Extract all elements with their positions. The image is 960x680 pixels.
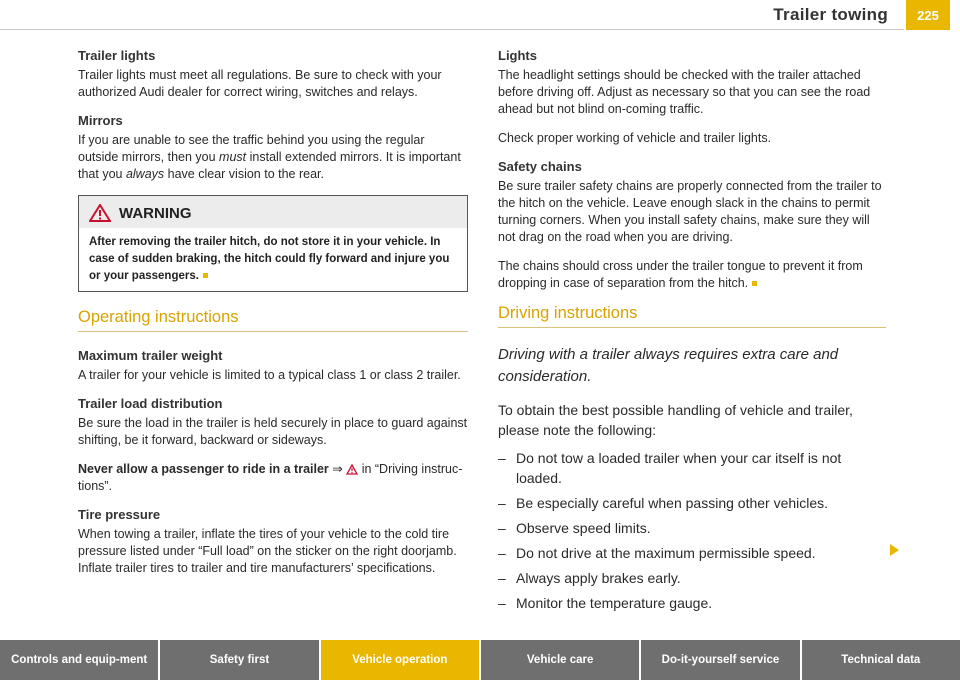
right-column bbox=[498, 48, 886, 618]
warning-text bbox=[79, 228, 467, 291]
warning-title: WARNING bbox=[119, 204, 192, 222]
driving-instructions-title: Driving instructions bbox=[498, 304, 886, 328]
lights-heading: Lights bbox=[498, 48, 537, 63]
passenger-warning-bold: Never allow a passenger to ride in a trailer bbox=[78, 462, 329, 476]
mirrors-heading: Mirrors bbox=[78, 113, 123, 128]
passenger-warning-text bbox=[78, 461, 468, 495]
tire-pressure-text: When towing a trailer, inflate the tires of your vehicle to the cold tire pressure listed under “Full load” on the sticker on the right doorjamb. Inflate trailer tires to trailer and tire manufacturers’ specifications. bbox=[78, 527, 457, 575]
safety-chains-cross-text bbox=[498, 258, 886, 292]
tab-safety-first[interactable]: Safety first bbox=[160, 640, 318, 680]
max-weight-text: A trailer for your vehicle is limited to a typical class 1 or class 2 trailer. bbox=[78, 368, 461, 382]
tab-vehicle-care[interactable]: Vehicle care bbox=[481, 640, 639, 680]
warning-header bbox=[79, 196, 467, 228]
lights-text: The headlight settings should be checked with the trailer attached before driving off. Adjust as necessary so that you can see the road ahead but not blind on-coming traffic. bbox=[498, 68, 871, 116]
end-marker bbox=[752, 281, 757, 286]
mirrors-emphasis: always bbox=[125, 167, 165, 181]
page-number-tab: 225 bbox=[906, 0, 950, 30]
reference-arrow: ⇒ bbox=[328, 462, 347, 476]
safety-chains-text: Be sure trailer safety chains are properly connected from the trailer to the hitch on the vehicle. Leave enough slack in the chains to permit turning corners. When you install safety chains, make sure they will not drag on the road when you are driving. bbox=[498, 179, 882, 244]
driving-lead: To obtain the best possible handling of vehicle and trailer, please note the following: bbox=[498, 402, 853, 438]
mirrors-emphasis: must bbox=[219, 150, 247, 164]
list-item: – Be especially careful when passing other vehicles. bbox=[498, 493, 886, 513]
operating-instructions-title: Operating instructions bbox=[78, 308, 468, 332]
list-item: – Do not tow a loaded trailer when your car itself is not loaded. bbox=[498, 448, 886, 488]
lights-check-text: Check proper working of vehicle and trailer lights. bbox=[498, 131, 772, 145]
tab-do-it-yourself-service[interactable]: Do-it-yourself service bbox=[641, 640, 799, 680]
warning-text-content: After removing the trailer hitch, do not store it in your vehicle. In case of sudden braking, the hitch could fly forward and injure you or your passengers. bbox=[89, 236, 450, 282]
mirrors-text-part: If you are unable to see the traffic behind you using the regular outside mirrors, then you bbox=[78, 133, 425, 164]
list-item: – Always apply brakes early. bbox=[498, 568, 886, 588]
mirrors-text-part: have clear vision to the rear. bbox=[164, 167, 324, 181]
mirrors-text-part: install extended mirrors. It is important that you bbox=[78, 150, 461, 181]
list-item: – Do not drive at the maximum permissible speed. bbox=[498, 543, 886, 563]
page-title: Trailer towing bbox=[773, 5, 888, 24]
trailer-lights-text: Trailer lights must meet all regulations. Be sure to check with your authorized Audi dealer for correct wiring, switches and relays. bbox=[78, 68, 442, 99]
mirrors-text bbox=[78, 132, 468, 183]
load-distribution-heading: Trailer load distribution bbox=[78, 396, 223, 411]
header-rule bbox=[0, 29, 904, 30]
trailer-lights-heading: Trailer lights bbox=[78, 48, 156, 63]
left-column bbox=[78, 48, 468, 589]
driving-list bbox=[498, 448, 886, 613]
tab-controls-and-equipment[interactable]: Controls and equip-ment bbox=[0, 640, 158, 680]
warning-triangle-icon bbox=[346, 464, 358, 475]
warning-box bbox=[78, 195, 468, 292]
safety-chains-cross-content: The chains should cross under the trailer tongue to prevent it from dropping in case of separation from the hitch. bbox=[498, 259, 863, 290]
list-item: – Observe speed limits. bbox=[498, 518, 886, 538]
warning-triangle-icon bbox=[89, 204, 111, 222]
tab-technical-data[interactable]: Technical data bbox=[802, 640, 960, 680]
max-weight-heading: Maximum trailer weight bbox=[78, 348, 223, 363]
footer-nav bbox=[0, 640, 960, 680]
reference-text: in “Driving instructions”. bbox=[78, 462, 463, 493]
end-marker bbox=[203, 273, 208, 278]
safety-chains-heading: Safety chains bbox=[498, 159, 582, 174]
tab-vehicle-operation[interactable]: Vehicle operation bbox=[321, 640, 479, 680]
list-item: – Monitor the temperature gauge. bbox=[498, 593, 886, 613]
continue-arrow-icon bbox=[890, 544, 899, 556]
driving-intro: Driving with a trailer always requires extra care and consideration. bbox=[498, 346, 839, 385]
load-distribution-text: Be sure the load in the trailer is held securely in place to guard against shifting, be it forward, backward or sideways. bbox=[78, 416, 468, 447]
tire-pressure-heading: Tire pressure bbox=[78, 507, 161, 522]
